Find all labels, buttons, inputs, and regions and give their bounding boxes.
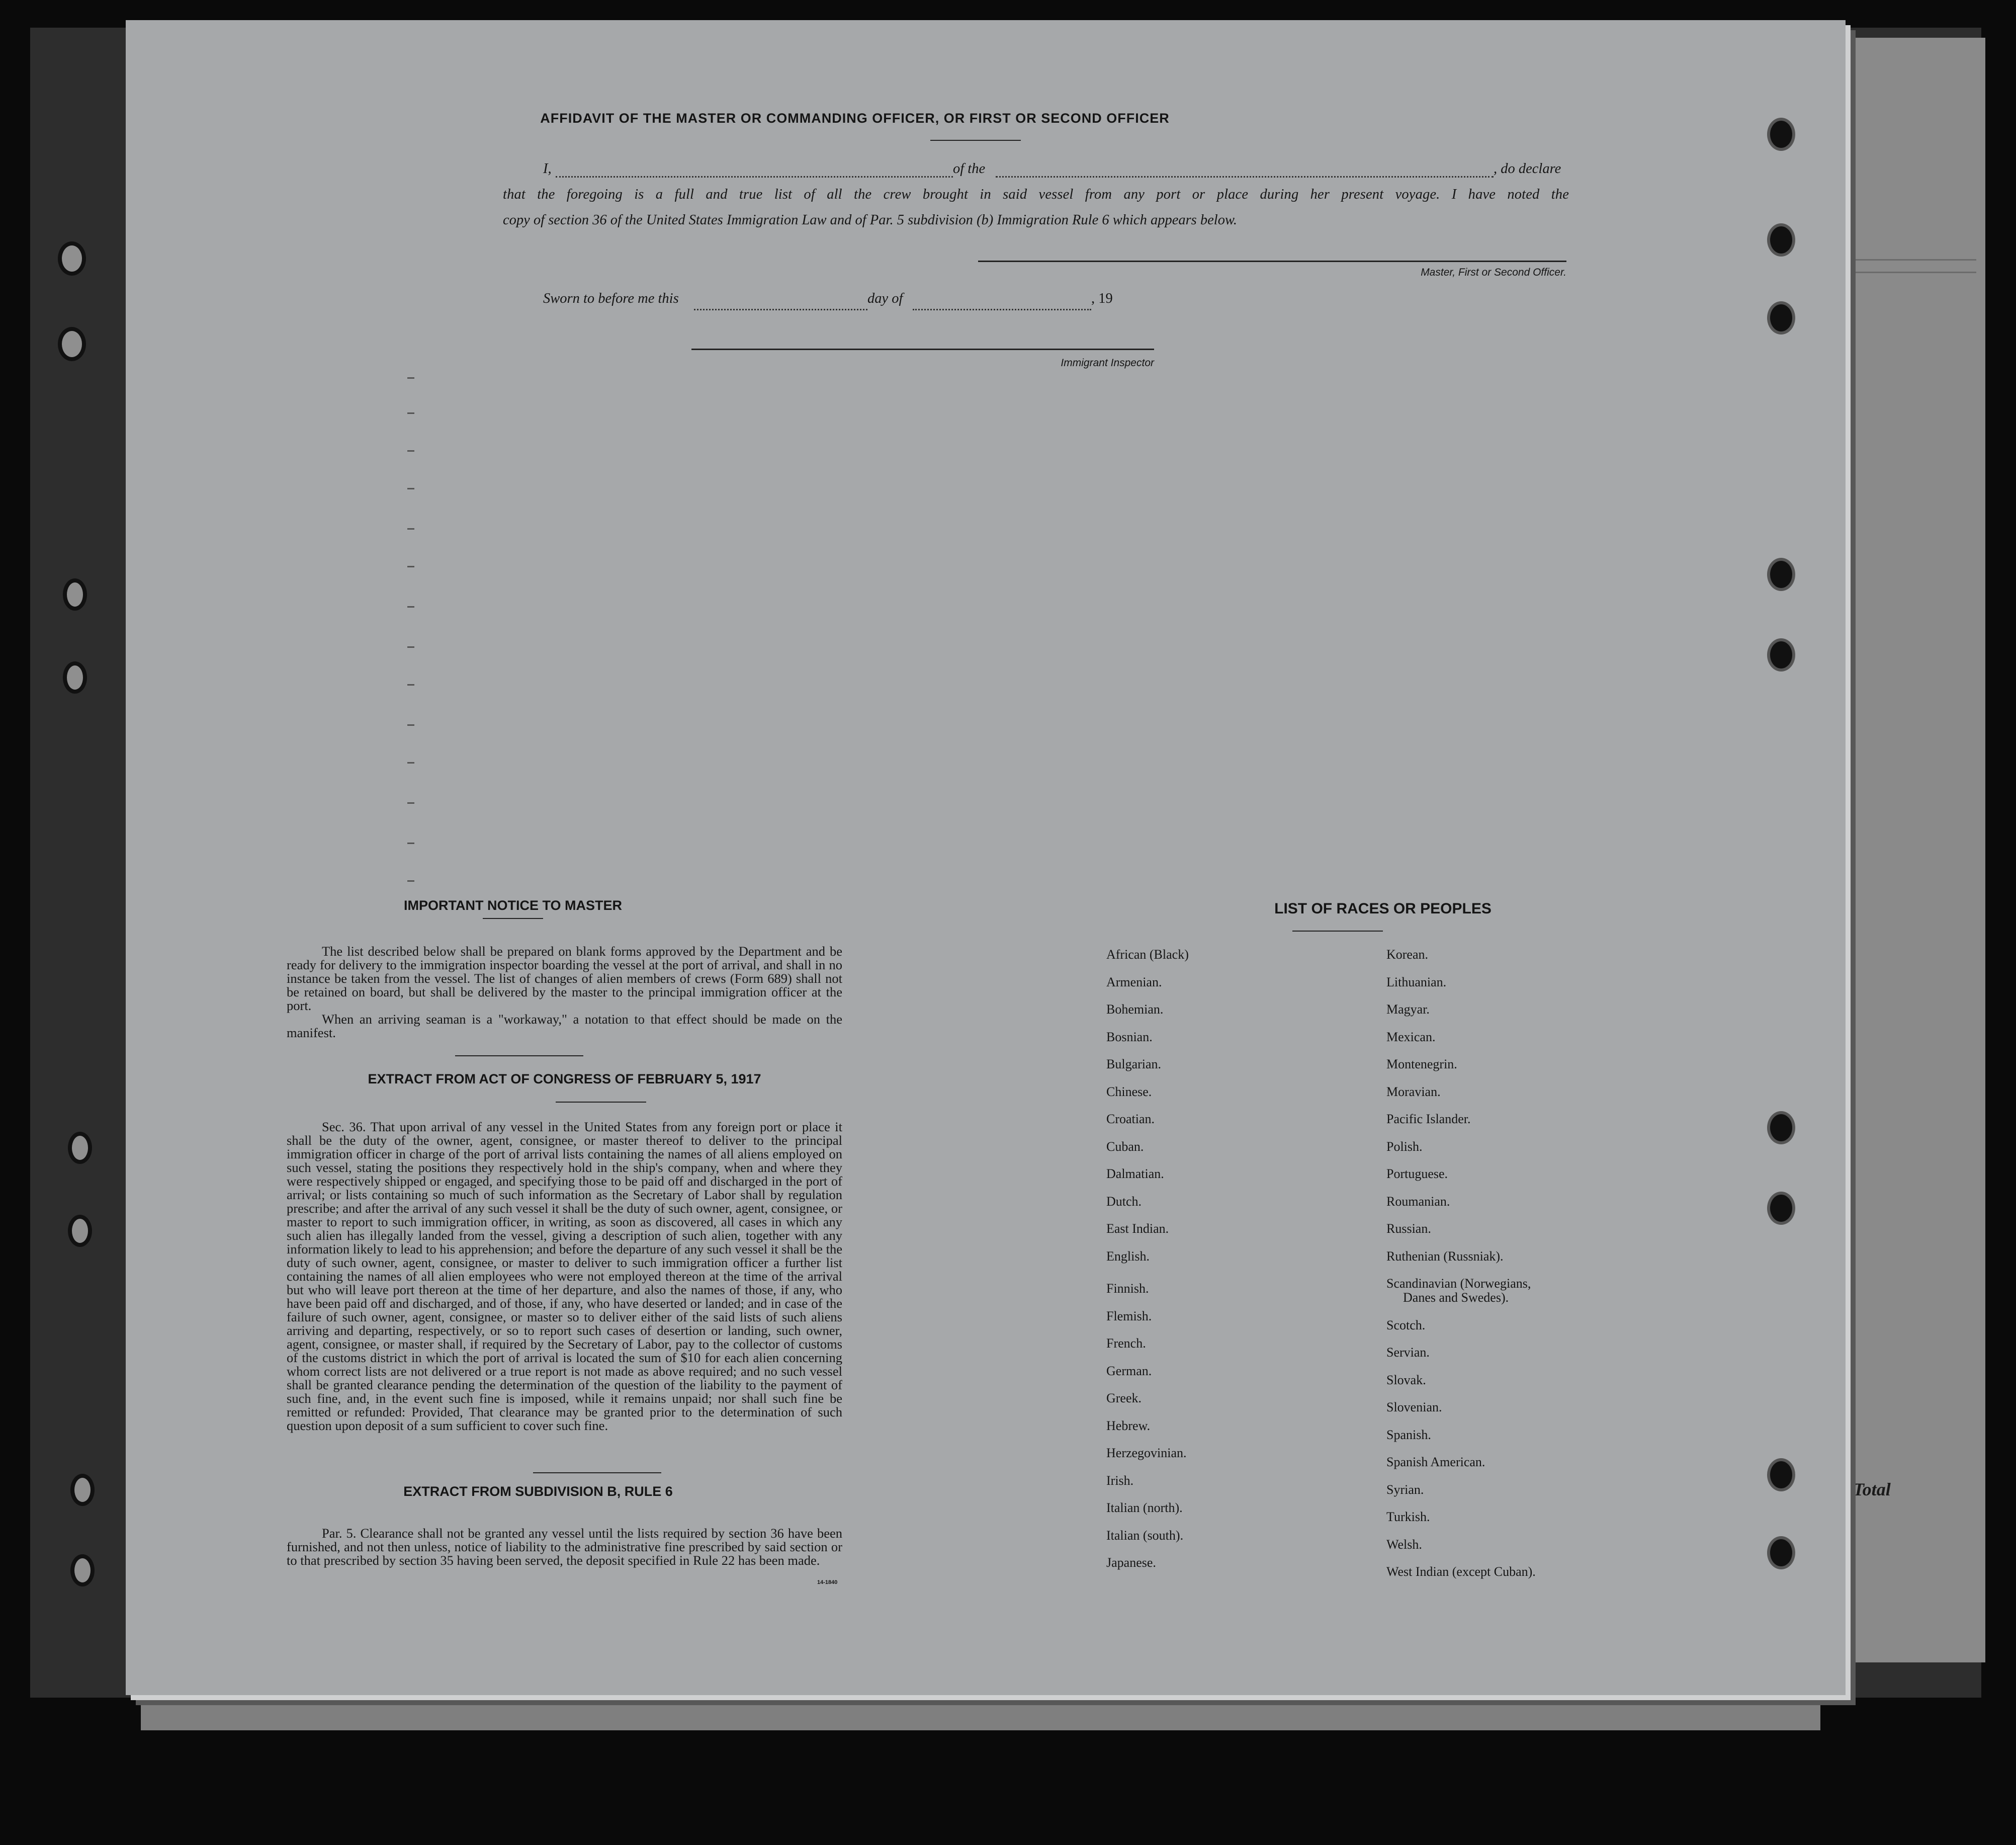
extract-act-underline: [556, 1102, 646, 1103]
name-blank[interactable]: [556, 176, 953, 178]
affidavit-i-label: I,: [543, 161, 552, 177]
month-blank[interactable]: [913, 309, 1091, 310]
dash-mark: [407, 684, 414, 686]
race-item: Herzegovinian.: [1106, 1446, 1187, 1460]
affidavit-title: AFFIDAVIT OF THE MASTER OR COMMANDING OFFICER, OR FIRST OR SECOND OFFICER: [540, 111, 1170, 126]
extract-rule-title: EXTRACT FROM SUBDIVISION B, RULE 6: [403, 1484, 673, 1499]
race-item: Montenegrin.: [1386, 1057, 1457, 1071]
back-rule: [1835, 259, 1976, 261]
bleed-through-text: [407, 367, 1614, 669]
left-binding-hole: [63, 661, 87, 694]
race-item: Japanese.: [1106, 1555, 1156, 1570]
back-rule: [1835, 272, 1976, 273]
title-underline: [930, 140, 1021, 141]
dash-mark: [407, 646, 414, 648]
race-item: Roumanian.: [1386, 1194, 1450, 1209]
race-item: Korean.: [1386, 947, 1429, 962]
binder-hole: [1770, 1114, 1792, 1141]
race-item: Danes and Swedes).: [1403, 1290, 1509, 1305]
race-item: Dutch.: [1106, 1194, 1142, 1209]
binder-hole: [1770, 641, 1792, 668]
race-item: Syrian.: [1386, 1482, 1424, 1497]
document-page: [126, 20, 1846, 1695]
dash-mark: [407, 450, 414, 452]
race-item: Italian (north).: [1106, 1500, 1183, 1515]
dash-mark: [407, 843, 414, 844]
race-item: Magyar.: [1386, 1002, 1430, 1017]
race-item: Bulgarian.: [1106, 1057, 1162, 1071]
race-item: Servian.: [1386, 1345, 1430, 1360]
race-item: West Indian (except Cuban).: [1386, 1564, 1536, 1579]
race-item: Italian (south).: [1106, 1528, 1184, 1543]
race-item: East Indian.: [1106, 1221, 1169, 1236]
affidavit-body: [503, 156, 1569, 233]
race-item: Bohemian.: [1106, 1002, 1164, 1017]
race-item: Spanish.: [1386, 1427, 1431, 1442]
underlying-manifest-page: [1830, 38, 1985, 1662]
dash-mark: [407, 566, 414, 567]
notice-underline: [483, 918, 543, 919]
race-item: Armenian.: [1106, 974, 1162, 989]
race-item: Flemish.: [1106, 1308, 1152, 1323]
race-item: Lithuanian.: [1386, 974, 1447, 989]
race-item: Finnish.: [1106, 1281, 1149, 1296]
of-the-label: of the: [953, 161, 986, 177]
binder-hole: [1770, 561, 1792, 588]
left-binding-hole: [58, 327, 86, 361]
sworn-line: [543, 291, 1147, 316]
race-item: Croatian.: [1106, 1112, 1155, 1126]
binder-hole: [1770, 1195, 1792, 1222]
race-item: Turkish.: [1386, 1509, 1430, 1524]
race-item: African (Black): [1106, 947, 1189, 962]
vessel-blank[interactable]: [996, 176, 1494, 178]
race-item: Slovak.: [1386, 1372, 1426, 1387]
race-item: Welsh.: [1386, 1537, 1422, 1552]
dash-mark: [407, 528, 414, 530]
signature-line[interactable]: [978, 261, 1566, 262]
notice-title: IMPORTANT NOTICE TO MASTER: [404, 898, 622, 913]
dash-mark: [407, 880, 414, 882]
extract-act-title: EXTRACT FROM ACT OF CONGRESS OF FEBRUARY 5, 1917: [368, 1071, 761, 1086]
signature-label: Master, First or Second Officer.: [1421, 267, 1566, 278]
extract-rule-body: [287, 1527, 842, 1567]
race-item: Greek.: [1106, 1391, 1142, 1405]
binder-hole: [1770, 1539, 1792, 1566]
race-item: Portuguese.: [1386, 1166, 1448, 1181]
race-item: Hebrew.: [1106, 1418, 1151, 1433]
binder-hole: [1770, 121, 1792, 148]
binder-hole: [1770, 304, 1792, 331]
dash-mark: [407, 606, 414, 608]
extract-act-body: [287, 1120, 842, 1433]
race-item: Moravian.: [1386, 1084, 1441, 1099]
inspector-label: Immigrant Inspector: [1061, 357, 1154, 369]
race-item: Cuban.: [1106, 1139, 1144, 1154]
affidavit-line-1: [503, 156, 1569, 182]
par-5-text: Par. 5. Clearance shall not be granted any vessel until the lists required by section 36 have been furnished, and not then unless, notice of liability to the administrative fine prescribed by said section or to that prescribed by section 35 having been served, the deposit specified in Rule 22 has been made.: [287, 1526, 842, 1568]
race-item: English.: [1106, 1248, 1150, 1264]
races-underline: [1292, 931, 1383, 932]
race-item: Russian.: [1386, 1221, 1431, 1236]
affidavit-line-3: copy of section 36 of the United States Immigration Law and of Par. 5 subdivision (b) Immigration Rule 6 which appears below.: [503, 212, 1237, 228]
dash-mark: [407, 377, 414, 379]
notice-paragraph-2: When an arriving seaman is a "workaway," a notation to that effect should be made on the manifest.: [287, 1012, 842, 1040]
inspector-signature-line[interactable]: [691, 349, 1154, 350]
year-label: , 19: [1091, 291, 1113, 306]
affidavit-line-2: that the foregoing is a full and true list of all the crew brought in said vessel from any port or place during her present voyage. I have noted the: [503, 187, 1569, 202]
dash-mark: [407, 488, 414, 489]
race-item: Spanish American.: [1386, 1455, 1485, 1469]
race-item: German.: [1106, 1363, 1152, 1378]
section-divider: [533, 1472, 661, 1473]
race-item: Pacific Islander.: [1386, 1112, 1471, 1126]
left-binding-hole: [70, 1474, 95, 1506]
left-binding-hole: [68, 1215, 92, 1247]
form-number: 14-1840: [817, 1579, 838, 1585]
dash-mark: [407, 802, 414, 804]
left-binding-hole: [70, 1554, 95, 1586]
race-item: Scotch.: [1386, 1317, 1426, 1332]
dash-mark: [407, 762, 414, 764]
sworn-prefix: Sworn to before me this: [543, 291, 679, 306]
dash-mark: [407, 412, 414, 414]
race-item: Polish.: [1386, 1139, 1423, 1154]
race-item: Dalmatian.: [1106, 1166, 1164, 1181]
notice-paragraph-1: The list described below shall be prepared on blank forms approved by the Department and be ready for delivery to the immigration inspector boarding the vessel at the port of arrival, and shall in no instance be taken from the vessel. The list of changes of alien members of crews (Form 689) shall not be retained on board, but shall be delivered by the master to the principal immigration officer at the port.: [287, 944, 842, 1013]
binder-hole: [1770, 1461, 1792, 1488]
left-binding-hole: [68, 1132, 92, 1164]
day-blank[interactable]: [694, 309, 867, 310]
declare-label: , do declare: [1494, 161, 1561, 177]
race-item: Irish.: [1106, 1473, 1134, 1488]
left-binding-hole: [58, 241, 86, 276]
race-item: Mexican.: [1386, 1029, 1436, 1044]
race-item: Chinese.: [1106, 1084, 1152, 1099]
race-item: Slovenian.: [1386, 1400, 1442, 1414]
notice-body: [287, 945, 842, 1040]
race-item: Scandinavian (Norwegians,: [1386, 1276, 1531, 1291]
race-item: Bosnian.: [1106, 1029, 1153, 1044]
sheet-bottom-edge: [141, 1705, 1820, 1730]
race-item: French.: [1106, 1336, 1146, 1351]
section-divider: [455, 1055, 583, 1056]
race-item: Ruthenian (Russniak).: [1386, 1248, 1504, 1264]
day-of-label: day of: [867, 291, 903, 306]
dash-mark: [407, 724, 414, 726]
section-36-text: Sec. 36. That upon arrival of any vessel in the United States from any foreign port or place it shall be the duty of the owner, agent, consignee, or master thereof to deliver to the principal immigration officer in charge of the port of arrival lists containing the names of all aliens employed on such vessel, stating the positions they respectively hold in the ship's company, when and where they were respectively shipped or engaged, and specifying those to be paid off and discharged in the port of arrival; or lists containing so much of such information as the Secretary of Labor shall by regulation prescribe; and after the arrival of any such vessel it shall be the duty of such owner, agent, consignee, or master to report to such immigration officer, in writing, as soon as discovered, all cases in which any such alien has illegally landed from the vessel, giving a description of such alien, together with any information likely to lead to his apprehension; and before the departure of any such vessel it shall be the duty of such owner, agent, consignee, or master to deliver to such immigration officer a further list containing the names of all alien employees who were not employed thereon at the time of the arrival but who will leave port thereon at the time of her departure, and also the names of those, if any, who have been paid off and discharged, and of those, if any, who have deserted or landed; and in case of the failure of such owner, agent, consignee, or master so to deliver either of the said lists of such aliens arriving and departing, respectively, or so to report such cases of desertion or landing, such owner, agent, consignee, or master shall, if required by the Secretary of Labor, pay to the collector of customs of the customs district in which the port of arrival is located the sum of $10 for each alien concerning whom correct lists are not delivered or a true report is not made as above required; and no such vessel shall be granted clearance pending the determination of the question of the liability to the payment of such fine, and, in the event such fine is imposed, while it remains unpaid; nor shall such fine be remitted or refunded: Provided, That clearance may be granted prior to the determination of such question upon deposit of a sum sufficient to cover such fine.: [287, 1119, 842, 1433]
underlying-total-label: Total: [1853, 1479, 1891, 1499]
races-title: LIST OF RACES OR PEOPLES: [1274, 900, 1492, 917]
binder-hole: [1770, 226, 1792, 254]
left-binding-hole: [63, 578, 87, 611]
